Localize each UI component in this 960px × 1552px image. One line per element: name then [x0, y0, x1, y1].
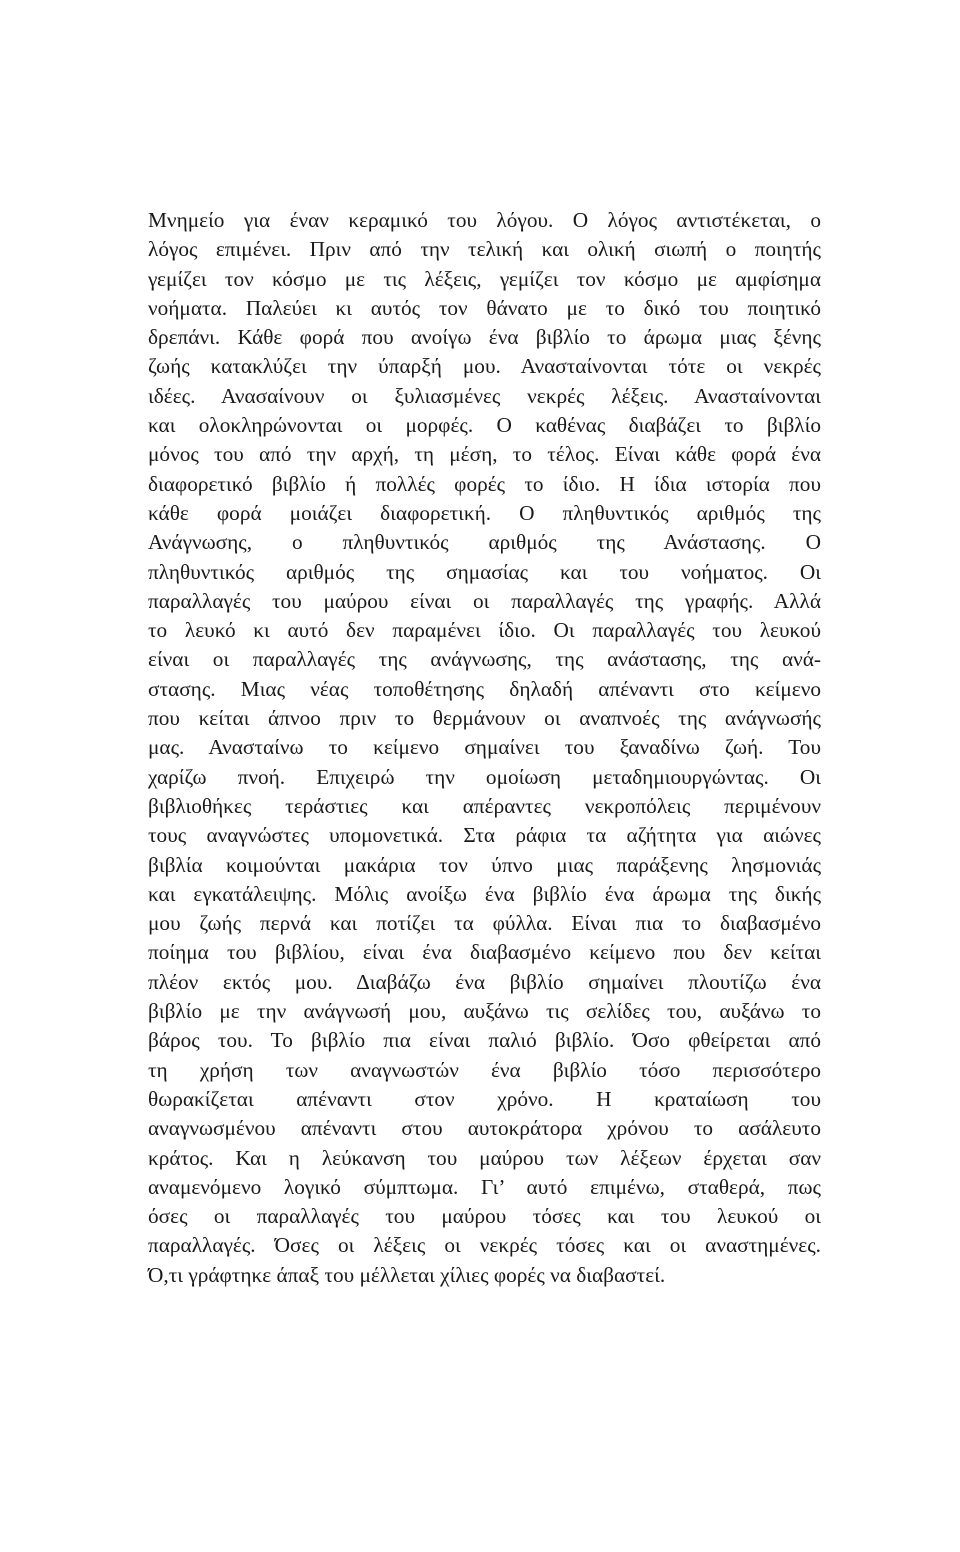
text-line: είναι οι παραλλαγές της ανάγνωσης, της ανάστασης, της ανά-	[148, 647, 821, 672]
text-line: διαφορετικό βιβλίο ή πολλές φορές το ίδιο. Η ίδια ιστορία που	[148, 471, 821, 496]
text-line: αναγνωσμένου απέναντι στου αυτοκράτορα χρόνου το ασάλευτο	[148, 1116, 821, 1141]
text-line: κάθε φορά μοιάζει διαφορετική. Ο πληθυντικός αριθμός της	[148, 500, 821, 525]
text-line: βιβλίο με την ανάγνωσή μου, αυξάνω τις σελίδες του, αυξάνω το	[148, 999, 821, 1024]
text-line: αναμενόμενο λογικό σύμπτωμα. Γι’ αυτό επιμένω, σταθερά, πως	[148, 1174, 821, 1199]
text-line: Ό,τι γράφτηκε άπαξ του μέλλεται χίλιες φορές να διαβαστεί.	[148, 1262, 666, 1287]
text-line: στασης. Μιας νέας τοποθέτησης δηλαδή απέναντι στο κείμενο	[148, 676, 821, 701]
text-line: Μνημείο για έναν κεραμικό του λόγου. Ο λόγος αντιστέκεται, ο	[148, 208, 821, 232]
body-paragraph	[148, 206, 821, 1290]
text-line: γεμίζει τον κόσμο με τις λέξεις, γεμίζει τον κόσμο με αμφίσημα	[148, 266, 821, 291]
text-line: παραλλαγές. Όσες οι λέξεις οι νεκρές τόσες και οι αναστημένες.	[148, 1233, 821, 1258]
text-line: μου ζωής περνά και ποτίζει τα φύλλα. Είναι πια το διαβασμένο	[148, 911, 821, 936]
text-line: Ανάγνωσης, ο πληθυντικός αριθμός της Ανάστασης. Ο	[148, 530, 821, 555]
text-line: θωρακίζεται απέναντι στον χρόνο. Η κραταίωση του	[148, 1086, 821, 1111]
text-line: βιβλιοθήκες τεράστιες και απέραντες νεκροπόλεις περιμένουν	[148, 793, 821, 818]
text-line: και εγκατάλειψης. Μόλις ανοίξω ένα βιβλίο ένα άρωμα της δικής	[148, 881, 821, 906]
text-line: μας. Ανασταίνω το κείμενο σημαίνει του ξαναδίνω ζωή. Του	[148, 735, 821, 760]
text-line: και ολοκληρώνονται οι μορφές. Ο καθένας διαβάζει το βιβλίο	[148, 413, 821, 438]
text-line: που κείται άπνοο πριν το θερμάνουν οι αναπνοές της ανάγνωσής	[148, 706, 821, 731]
text-line: τους αναγνώστες υπομονετικά. Στα ράφια τα αζήτητα για αιώνες	[148, 823, 821, 848]
text-line: παραλλαγές του μαύρου είναι οι παραλλαγές της γραφής. Αλλά	[148, 588, 821, 613]
text-line: δρεπάνι. Κάθε φορά που ανοίγω ένα βιβλίο το άρωμα μιας ξένης	[148, 325, 821, 350]
text-line: ποίημα του βιβλίου, είναι ένα διαβασμένο κείμενο που δεν κείται	[148, 940, 821, 965]
text-line: χαρίζω πνοή. Επιχειρώ την ομοίωση μεταδημιουργώντας. Οι	[148, 764, 821, 789]
text-line: πλέον εκτός μου. Διαβάζω ένα βιβλίο σημαίνει πλουτίζω ένα	[148, 969, 821, 994]
text-line: ιδέες. Ανασαίνουν οι ξυλιασμένες νεκρές λέξεις. Ανασταίνονται	[148, 383, 821, 408]
text-line: βάρος του. Το βιβλίο πια είναι παλιό βιβλίο. Όσο φθείρεται από	[148, 1028, 821, 1053]
text-line: νοήματα. Παλεύει κι αυτός τον θάνατο με το δικό του ποιητικό	[148, 295, 821, 320]
text-line: μόνος του από την αρχή, τη μέση, το τέλος. Είναι κάθε φορά ένα	[148, 442, 821, 467]
text-line: βιβλία κοιμούνται μακάρια τον ύπνο μιας παράξενης λησμονιάς	[148, 852, 821, 877]
text-line: τη χρήση των αναγνωστών ένα βιβλίο τόσο περισσότερο	[148, 1057, 821, 1082]
text-line: το λευκό κι αυτό δεν παραμένει ίδιο. Οι παραλλαγές του λευκού	[148, 618, 821, 643]
text-line: όσες οι παραλλαγές του μαύρου τόσες και του λευκού οι	[148, 1204, 821, 1229]
text-line: κράτος. Και η λεύκανση του μαύρου των λέξεων έρχεται σαν	[148, 1145, 821, 1170]
text-line: λόγος επιμένει. Πριν από την τελική και ολική σιωπή ο ποιητής	[148, 237, 821, 262]
text-line: πληθυντικός αριθμός της σημασίας και του νοήματος. Οι	[148, 559, 821, 584]
text-line: ζωής κατακλύζει την ύπαρξή μου. Ανασταίνονται τότε οι νεκρές	[148, 354, 821, 379]
